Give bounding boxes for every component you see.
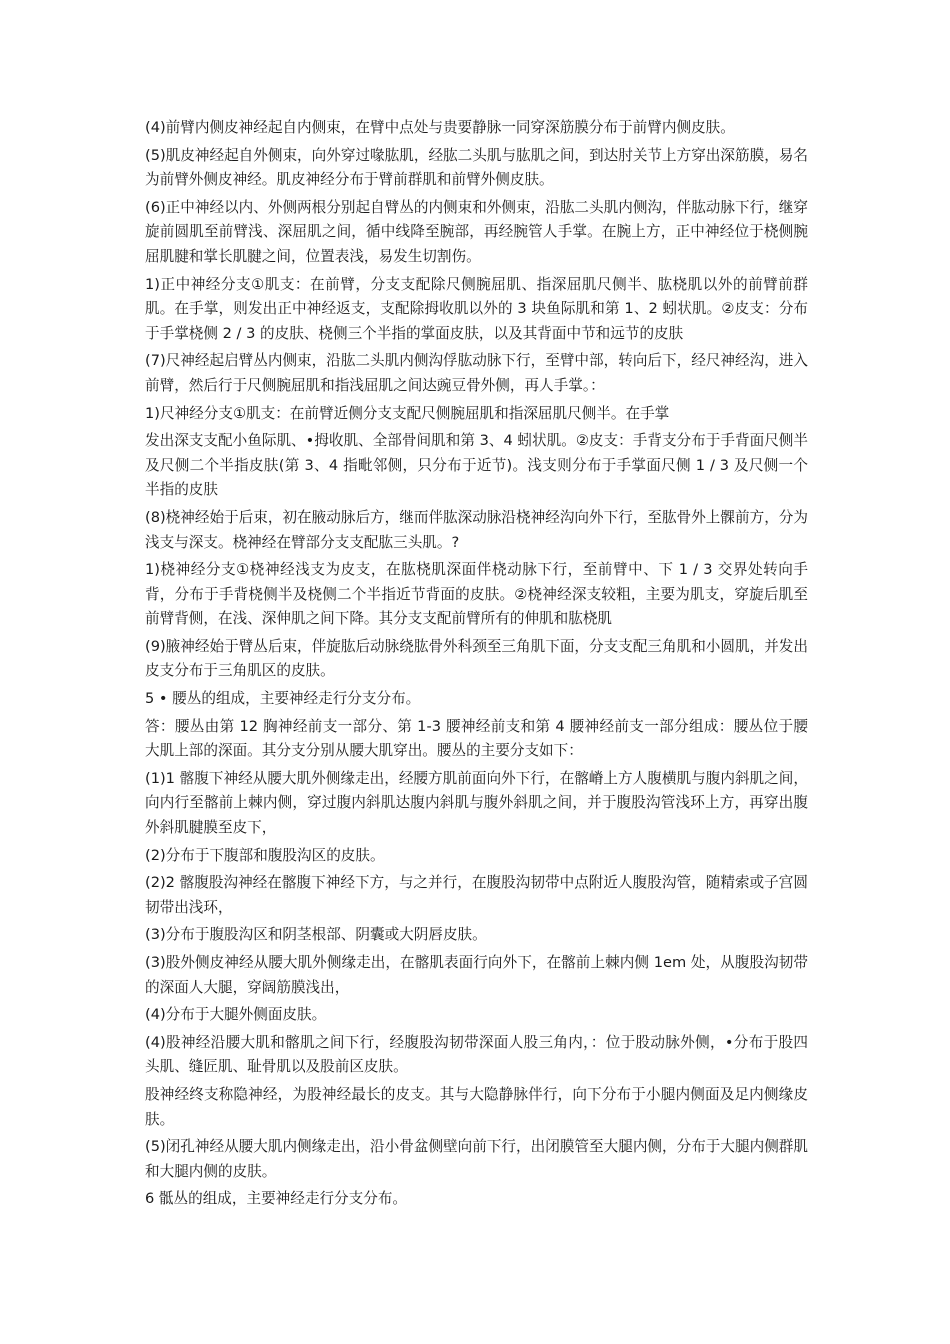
paragraph-saphenous-nerve: 股神经终支称隐神经，为股神经最长的皮支。其与大隐静脉伴行，向下分布于小腿内侧面及足内侧缘皮肤。 bbox=[145, 1085, 808, 1128]
paragraph-ulnar-nerve-branches: 1)尺神经分支①肌支：在前臂近侧分支支配尺侧腕屈肌和指深屈肌尺侧半。在手掌 bbox=[145, 404, 670, 422]
paragraph-obturator-nerve: (5)闭孔神经从腰大肌内侧缘走出，沿小骨盆侧壁向前下行，出闭膜管至大腿内侧，分布于大腿内侧群肌和大腿内侧的皮肤。 bbox=[145, 1138, 808, 1180]
paragraph-forearm-medial-cutaneous-nerve: (4)前臂内侧皮神经起自内侧束，在臂中点处与贵要静脉一同穿深筋膜分布于前臂内侧皮肤。 bbox=[145, 119, 735, 136]
paragraph-ulnar-nerve: (7)尺神经起启臂丛内侧束，沿肱二头肌内侧沟俘肱动脉下行，至臂中部，转向后下，经尺神经沟，进入前臂，然后行于尺侧腕屈肌和指浅屈肌之间达豌豆骨外侧，再人手掌。： bbox=[145, 352, 808, 394]
paragraph-iliohypogastric-nerve: (1)1 髂腹下神经从腰大肌外侧缘走出，经腰方肌前面向外下行，在髂嵴上方人腹横肌与腹内斜肌之间，向内行至髂前上棘内侧，穿过腹内斜肌达腹内斜肌与腹外斜肌之间，并于腹股沟管浅环上方，再穿出腹外斜肌腱膜至皮下， bbox=[145, 769, 808, 837]
paragraph-lateral-femoral-cutaneous-nerve: (3)股外侧皮神经从腰大肌外侧缘走出，在髂肌表面行向外下，在髂前上棘内侧 1em 处，从腹股沟韧带的深面人大腿，穿阔筋膜浅出， bbox=[145, 954, 808, 996]
paragraph-musculocutaneous-nerve: (5)肌皮神经起自外侧束，向外穿过喙肱肌，经肱二头肌与肱肌之间，到达肘关节上方穿出深筋膜，易名为前臂外侧皮神经。肌皮神经分布于臂前群肌和前臂外侧皮肤。 bbox=[145, 146, 808, 189]
paragraph-radial-nerve-branches: 1)桡神经分支①桡神经浅支为皮支，在肱桡肌深面伴桡动脉下行，至前臂中、下 1 / 3 交界处转向手背，分布于手背桡侧半及桡侧二个半指近节背面的皮肤。②桡神经深支较粗，主要为肌支，穿旋后肌至前臂背侧，在浅、深伸肌之间下降。其分支支配前臂所有的伸肌和肱桡肌 bbox=[145, 561, 808, 628]
paragraph-ilioinguinal-distribution: (3)分布于腹股沟区和阴茎根部、阴囊或大阴唇皮肤。 bbox=[145, 926, 487, 944]
paragraph-radial-nerve: (8)桡神经始于后束，初在腋动脉后方，继而伴肱深动脉沿桡神经沟向外下行，至肱骨外上髁前方，分为浅支与深支。桡神经在臂部分支支配肱三头肌。? bbox=[145, 508, 808, 551]
question-sacral-plexus: 6 骶丛的组成，主要神经走行分支分布。 bbox=[145, 1190, 408, 1208]
paragraph-iliohypogastric-distribution: (2)分布于下腹部和腹股沟区的皮肤。 bbox=[145, 846, 385, 864]
paragraph-axillary-nerve: (9)腋神经始于臂丛后束，伴旋肱后动脉绕肱骨外科颈至三角肌下面，分支支配三角肌和小圆肌，并发出皮支分布于三角肌区的皮肤。 bbox=[145, 637, 808, 680]
question-lumbar-plexus: 5 • 腰丛的组成，主要神经走行分支分布。 bbox=[145, 690, 421, 708]
paragraph-ulnar-nerve-deep-branch: 发出深支支配小鱼际肌、•拇收肌、全部骨间肌和第 3、4 蚓状肌。②皮支：手背支分布于手背面尺侧半及尺侧二个半指皮肤(第 3、4 指毗邻侧，只分布于近节)。浅支则分布于手掌面尺侧 1 / 3 及尺侧一个半指的皮肤 bbox=[145, 432, 808, 499]
paragraph-femoral-nerve: (4)股神经沿腰大肌和髂肌之间下行，经腹股沟韧带深面人股三角内，：位于股动脉外侧，•分布于股四头肌、缝匠肌、耻骨肌以及股前区皮肤。 bbox=[145, 1033, 808, 1076]
paragraph-ilioinguinal-nerve: (2)2 髂腹股沟神经在髂腹下神经下方，与之并行，在腹股沟韧带中点附近人腹股沟管，随精索或子宫圆韧带出浅环， bbox=[145, 874, 808, 916]
paragraph-lateral-femoral-distribution: (4)分布于大腿外侧面皮肤。 bbox=[145, 1006, 327, 1024]
paragraph-median-nerve-branches: 1)正中神经分支①肌支：在前臂，分支支配除尺侧腕屈肌、指深屈肌尺侧半、肱桡肌以外的前臂前群肌。在手掌，则发出正中神经返支，支配除拇收肌以外的 3 块鱼际肌和第 1、2 蚓状肌。②皮支：分布于手掌桡侧 2 / 3 的皮肤、桡侧三个半指的掌面皮肤，以及其背面中节和远节的皮肤 bbox=[145, 275, 808, 342]
paragraph-median-nerve: (6)正中神经以内、外侧两根分别起自臂丛的内侧束和外侧束，沿肱二头肌内侧沟，伴肱动脉下行，继穿旋前圆肌至前臂浅、深屈肌之间，循中线降至腕部，再经腕管人手掌。在腕上方，正中神经位于桡侧腕屈肌腱和掌长肌腱之间，位置表浅，易发生切割伤。 bbox=[145, 198, 808, 265]
answer-lumbar-plexus: 答：腰丛由第 12 胸神经前支一部分、第 1-3 腰神经前支和第 4 腰神经前支一部分组成：腰丛位于腰大肌上部的深面。其分支分别从腰大肌穿出。腰丛的主要分支如下： bbox=[145, 717, 808, 760]
